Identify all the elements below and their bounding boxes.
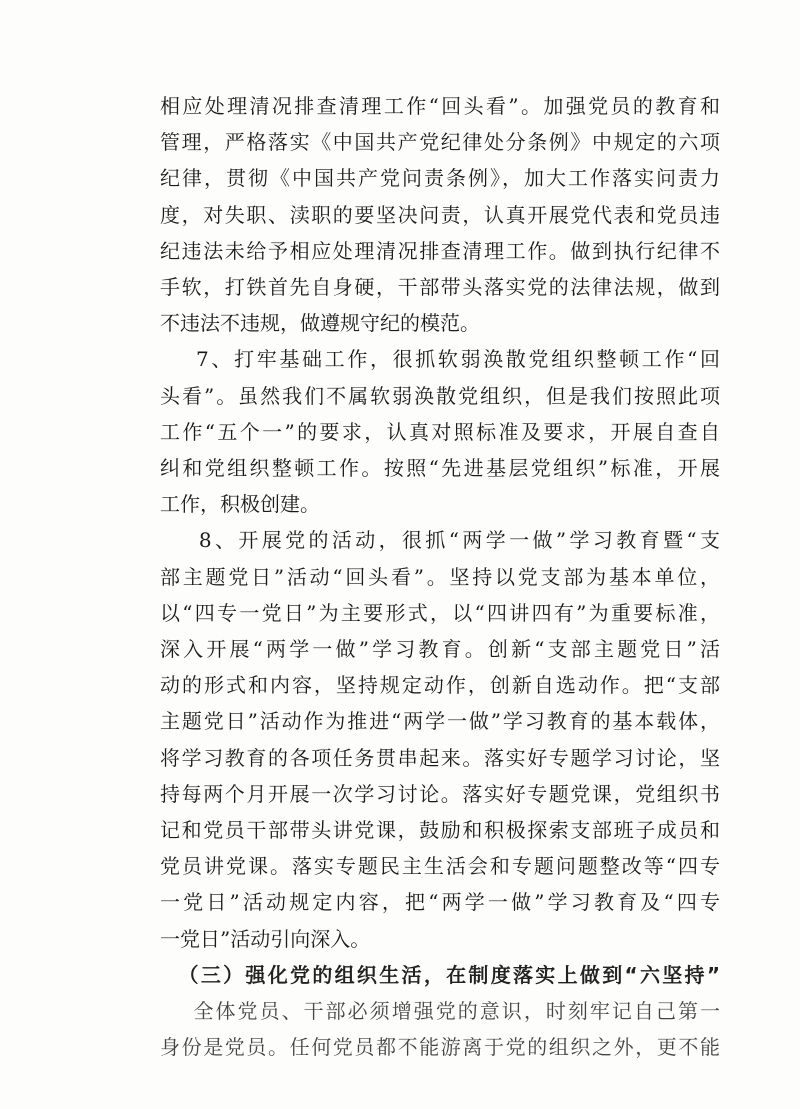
- paragraph-discipline: [160, 88, 720, 341]
- text-line: 7、打牢基础工作，很抓软弱涣散党组织整顿工作“回: [160, 347, 720, 372]
- text-line: 工作“五个一”的要求，认真对照标准及要求，开展自查自: [160, 419, 720, 444]
- text-line: 一党日”活动规定内容，把“两学一做”学习教育及“四专: [160, 890, 720, 915]
- text-line: 深入开展“两学一做”学习教育。创新“支部主题党日”活: [160, 637, 720, 662]
- text-line: 相应处理清况排查清理工作“回头看”。加强党员的教育和: [160, 94, 720, 118]
- text-line: 纪律，贯彻《中国共产党问责条例》，加大工作落实问责力: [160, 166, 720, 191]
- text-line: 不违法不违规，做遵规守纪的模范。: [160, 311, 480, 336]
- text-line: 主题党日”活动作为推进“两学一做”学习教育的基本载体，: [160, 709, 720, 734]
- text-line: 工作，积极创建。: [160, 492, 320, 517]
- text-line: 8、开展党的活动，很抓“两学一做”学习教育暨“支: [160, 528, 720, 553]
- text-line: 头看”。虽然我们不属软弱涣散党组织，但是我们按照此项: [160, 383, 720, 408]
- paragraph-item-8: [160, 522, 720, 956]
- text-line: 手软，打铁首先自身硬，干部带头落实党的法律法规，做到: [160, 275, 720, 300]
- text-line: 持每两个月开展一次学习讨论。落实好专题党课，党组织书: [160, 781, 720, 806]
- section-heading-3: [160, 957, 720, 993]
- text-line: 度，对失职、渎职的要坚决问责，认真开展党代表和党员违: [160, 202, 720, 227]
- text-line: 部主题党日”活动“回头看”。坚持以党支部为基本单位，: [160, 564, 720, 589]
- text-line: 记和党员干部带头讲党课，鼓励和积极探索支部班子成员和: [160, 818, 720, 843]
- text-line: 以“四专一党日”为主要形式，以“四讲四有”为重要标准，: [160, 600, 720, 625]
- text-line: 一党日”活动引向深入。: [160, 926, 371, 951]
- document-body: [160, 88, 720, 1065]
- text-line: 动的形式和内容，坚持规定动作，创新自选动作。把“支部: [160, 673, 720, 698]
- text-line: 党员讲党课。落实专题民主生活会和专题问题整改等“四专: [160, 854, 720, 879]
- text-line: 纪违法未给予相应处理清况排查清理工作。做到执行纪律不: [160, 238, 720, 263]
- text-line: 身份是党员。任何党员都不能游离于党的组织之外，更不能: [160, 1035, 720, 1060]
- text-line: 纠和党组织整顿工作。按照“先进基层党组织”标准，开展: [160, 456, 720, 481]
- heading-line: （三）强化党的组织生活，在制度落实上做到“六坚持”: [160, 962, 720, 987]
- paragraph-party-awareness: [160, 993, 720, 1065]
- text-line: 全体党员、干部必须增强党的意识，时刻牢记自己第一: [160, 999, 720, 1024]
- text-line: 将学习教育的各项任务贯串起来。落实好专题学习讨论，坚: [160, 745, 720, 770]
- text-line: 管理，严格落实《中国共产党纪律处分条例》中规定的六项: [160, 130, 720, 155]
- paragraph-item-7: [160, 341, 720, 522]
